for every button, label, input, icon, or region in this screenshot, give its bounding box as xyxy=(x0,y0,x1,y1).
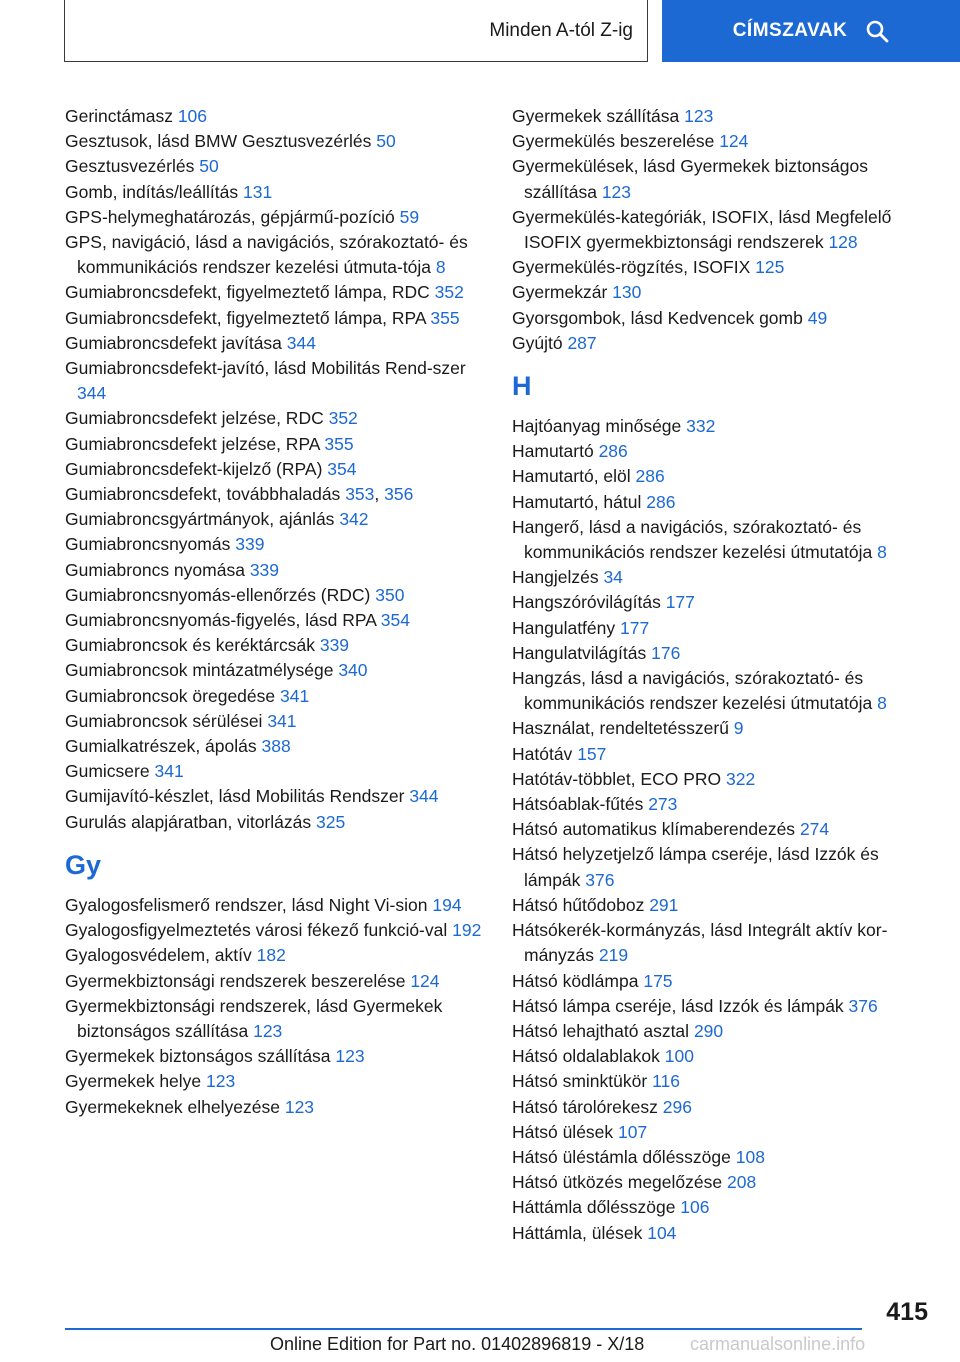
page-reference-link[interactable]: 376 xyxy=(585,869,615,890)
index-entry-text: Hatótáv xyxy=(512,743,573,764)
index-entry xyxy=(65,734,485,759)
page-reference-link[interactable]: 124 xyxy=(410,970,440,991)
index-entry-text: Gurulás alapjáratban, vitorlázás xyxy=(65,811,312,832)
index-entry-text: Gumiabroncsdefekt-javító, lásd Mobilitás Rend-szer xyxy=(65,358,466,379)
index-entry-text: Hátsó automatikus klímaberendezés xyxy=(512,819,796,840)
index-entry-text: Gumijavító-készlet, lásd Mobilitás Rendszer xyxy=(65,786,405,807)
index-entry xyxy=(512,464,932,489)
page-reference-link[interactable]: 59 xyxy=(399,206,420,227)
index-entry-text: Gumiabroncsdefekt, figyelmeztető lámpa, RDC xyxy=(65,282,430,303)
index-entry xyxy=(512,767,932,792)
index-entry-text: GPS-helymeghatározás, gépjármű-pozíció xyxy=(65,206,395,227)
page-reference-link[interactable]: 274 xyxy=(799,819,830,840)
page-reference-link[interactable]: 339 xyxy=(235,534,265,555)
tab-keywords-label: CÍMSZAVAK xyxy=(732,20,848,41)
page-reference-link[interactable]: 177 xyxy=(620,617,650,638)
index-entry xyxy=(65,1095,485,1120)
page-reference-link[interactable]: 123 xyxy=(684,106,714,126)
index-entry xyxy=(512,969,932,994)
page-reference-link[interactable]: 50 xyxy=(376,131,396,152)
index-entry xyxy=(65,893,485,918)
index-entry-text: Gumiabroncsdefekt, továbbhaladás xyxy=(65,484,341,505)
index-entry-text: Hátsó ködlámpa xyxy=(512,970,639,991)
page-reference-link[interactable]: 332 xyxy=(686,416,716,437)
page-reference-link[interactable]: 123 xyxy=(284,1096,315,1117)
page-reference-link[interactable]: 131 xyxy=(243,181,273,202)
index-entry-text: Gumicsere xyxy=(65,761,150,782)
index-entry xyxy=(512,306,932,331)
index-entry-text: Hatótáv-többlet, ECO PRO xyxy=(512,768,722,789)
footer-divider xyxy=(65,1328,862,1330)
page-reference-link[interactable]: 177 xyxy=(665,592,695,613)
section-letter: H xyxy=(512,371,532,402)
index-entry-text: Gumiabroncsgyártmányok, ajánlás xyxy=(65,509,335,530)
index-entry-text: Gyermekbiztonsági rendszerek beszerelése xyxy=(65,970,406,991)
index-entry xyxy=(512,515,932,565)
index-column-right xyxy=(512,104,932,1246)
index-entry xyxy=(65,994,485,1044)
index-entry xyxy=(65,608,485,633)
index-entry xyxy=(512,716,932,741)
search-icon xyxy=(865,19,889,43)
index-entry-text: Hátsó oldalablakok xyxy=(512,1046,660,1067)
index-entry xyxy=(512,1044,932,1069)
index-entry-text: Hátsó tárolórekesz xyxy=(512,1096,658,1117)
index-entry xyxy=(65,1069,485,1094)
page-reference-link[interactable]: 354 xyxy=(327,458,357,479)
page-reference-link[interactable]: 344 xyxy=(409,786,439,807)
index-entry-text: Hátsó ülések xyxy=(512,1121,614,1142)
page-reference-link[interactable]: 287 xyxy=(567,332,597,353)
page-reference-link[interactable]: 116 xyxy=(652,1071,680,1092)
index-entry xyxy=(65,406,485,431)
index-entry-text: Gyalogosvédelem, aktív xyxy=(65,945,252,966)
page-reference-link[interactable]: 353 xyxy=(345,484,375,505)
index-entry-text: Gyalogosfelismerő rendszer, lásd Night Vi-sion xyxy=(65,894,428,915)
page-reference-link[interactable]: 341 xyxy=(267,710,297,731)
index-entry-text: Hangjelzés xyxy=(512,567,599,588)
page-reference-link[interactable]: 291 xyxy=(649,894,679,915)
page-reference-link[interactable]: 340 xyxy=(338,660,368,681)
index-column-left xyxy=(65,104,485,1120)
index-entry-text: Gumiabroncs nyomása xyxy=(65,559,245,580)
index-entry-text: Hangerő, lásd a navigációs, szórakoztató- és kommunikációs rendszer kezelési útmutatója xyxy=(512,516,873,563)
index-entry xyxy=(512,918,932,968)
page-reference-link[interactable]: 352 xyxy=(328,408,358,429)
index-entry xyxy=(512,817,932,842)
index-entry-text: Gyermekek helye xyxy=(65,1071,202,1092)
index-entry-text: Hangulatvilágítás xyxy=(512,642,647,663)
index-entry-text: Gyermekbiztonsági rendszerek, lásd Gyermekek biztonságos szállítása xyxy=(65,995,443,1041)
index-entry xyxy=(512,590,932,615)
page-reference-link[interactable]: 124 xyxy=(719,131,749,152)
index-entry-text: Hamutartó xyxy=(512,441,594,462)
index-entry xyxy=(65,558,485,583)
page-reference-link[interactable]: 354 xyxy=(380,610,410,631)
page-reference-link[interactable]: 344 xyxy=(77,383,107,404)
index-entry xyxy=(512,842,932,892)
index-entry-text: Hátsó sminktükör xyxy=(512,1071,648,1092)
index-entry xyxy=(65,129,485,154)
index-entry-text: Gerinctámasz xyxy=(65,106,173,126)
page-reference-link[interactable]: 194 xyxy=(432,894,462,915)
index-entry-text: Hátsóablak-fűtés xyxy=(512,794,644,815)
index-entry-text: Hátsó üléstámla dőlésszöge xyxy=(512,1146,731,1167)
page-reference-link[interactable]: 8 xyxy=(877,693,887,714)
index-entry xyxy=(65,784,485,809)
page-reference-link[interactable]: 341 xyxy=(280,685,310,706)
page-reference-link[interactable]: 50 xyxy=(199,156,219,177)
tab-keywords[interactable] xyxy=(662,0,960,62)
page-reference-link[interactable]: 355 xyxy=(430,307,460,328)
index-entry xyxy=(512,414,932,439)
index-entry-text: Gyújtó xyxy=(512,332,563,353)
index-entry-text: Hangulatfény xyxy=(512,617,616,638)
index-entry xyxy=(512,1145,932,1170)
index-entry-text: Gyermekek szállítása xyxy=(512,106,680,126)
index-entry xyxy=(65,684,485,709)
index-entry-text: Gyalogosfigyelmeztetés városi fékező funkció-val xyxy=(65,920,448,941)
index-entry-text: Gomb, indítás/leállítás xyxy=(65,181,239,202)
index-entry xyxy=(512,154,932,204)
index-entry xyxy=(512,893,932,918)
page-reference-link[interactable]: 388 xyxy=(261,736,291,757)
index-entry xyxy=(512,742,932,767)
index-entry xyxy=(512,565,932,590)
index-entry-text: Hátsó lehajtható asztal xyxy=(512,1020,690,1041)
page-reference-link[interactable]: 34 xyxy=(603,567,623,588)
page-reference-link[interactable]: 339 xyxy=(249,559,280,580)
index-entry xyxy=(512,994,932,1019)
index-entry-text: Gumiabroncsnyomás-figyelés, lásd RPA xyxy=(65,610,376,631)
page-reference-link[interactable]: 100 xyxy=(664,1046,694,1067)
index-entry-text: Háttámla dőlésszöge xyxy=(512,1197,676,1218)
index-entry-text: Gumiabroncsok és keréktárcsák xyxy=(65,635,315,656)
index-entry-text: Hátsókerék-kormányzás, lásd Integrált aktív kor-mányzás xyxy=(512,920,888,966)
page-reference-link[interactable]: 192 xyxy=(452,920,482,941)
index-entry xyxy=(65,306,485,331)
tab-all-label: Minden A-tól Z-ig xyxy=(489,19,633,41)
index-entry-text: Gumiabroncsdefekt javítása xyxy=(65,332,282,353)
page-reference-link[interactable]: 176 xyxy=(651,642,681,663)
index-entry xyxy=(65,709,485,734)
index-entry xyxy=(65,918,485,943)
page-reference-link[interactable]: 296 xyxy=(662,1096,692,1117)
page-number: 415 xyxy=(886,1298,928,1326)
index-entry-text: Hajtóanyag minősége xyxy=(512,416,682,437)
page-reference-link[interactable]: 322 xyxy=(726,768,756,789)
page-reference-link[interactable]: 286 xyxy=(598,441,628,462)
page-reference-link[interactable]: 106 xyxy=(177,106,208,126)
index-entry: Gumiabroncsdefekt, továbbhaladás 353, 356 xyxy=(65,484,414,505)
index-entry xyxy=(512,1170,932,1195)
tab-all-a-to-z[interactable] xyxy=(64,0,648,62)
index-entry xyxy=(65,1044,485,1069)
index-entry-text: Gyermekek biztonságos szállítása xyxy=(65,1046,331,1067)
page-reference-link[interactable]: 175 xyxy=(643,970,673,991)
index-entry xyxy=(512,331,932,356)
index-entry xyxy=(65,230,485,280)
page-reference-link[interactable]: 208 xyxy=(727,1172,757,1193)
index-entry-text: Gumiabroncsok sérülései xyxy=(65,710,263,731)
index-entry-text: Hátsó hűtődoboz xyxy=(512,894,645,915)
index-entry xyxy=(512,104,932,129)
index-entry-text: GPS, navigáció, lásd a navigációs, szórakoztató- és kommunikációs rendszer kezelési útmuta-tója xyxy=(65,232,468,278)
page-reference-link[interactable]: 107 xyxy=(618,1121,648,1142)
index-entry xyxy=(512,1019,932,1044)
index-entry-text: Hátsó ütközés megelőzése xyxy=(512,1172,723,1193)
index-entry-text: Gyermekülés-rögzítés, ISOFIX xyxy=(512,257,751,278)
index-entry xyxy=(65,432,485,457)
index-entry-text: Hamutartó, hátul xyxy=(512,491,642,512)
edition-text: Online Edition for Part no. 01402896819 - X/18 xyxy=(270,1334,645,1354)
page-reference-link[interactable]: 130 xyxy=(612,282,642,303)
page-reference-link[interactable]: 123 xyxy=(601,181,632,202)
index-entry xyxy=(65,457,485,482)
index-entry-text: Gyermekülés-kategóriák, ISOFIX, lásd Megfelelő ISOFIX gyermekbiztonsági rendszerek xyxy=(512,206,892,253)
index-entry-text: Gumiabroncsdefekt jelzése, RDC xyxy=(65,408,324,429)
index-entry-text: Hangszóróvilágítás xyxy=(512,592,661,613)
index-entry xyxy=(512,490,932,515)
index-entry-text: Gumialkatrészek, ápolás xyxy=(65,736,257,757)
page-reference-link[interactable]: 344 xyxy=(286,332,316,353)
index-entry-text: Hátsó helyzetjelző lámpa cseréje, lásd Izzók és lámpák xyxy=(512,844,879,890)
index-entry xyxy=(512,255,932,280)
page-reference-link[interactable]: 49 xyxy=(807,307,828,328)
page-reference-link[interactable]: 125 xyxy=(755,257,785,278)
page-reference-link[interactable]: 355 xyxy=(324,433,354,454)
page-reference-link[interactable]: 350 xyxy=(375,584,405,605)
index-entry-text: Háttámla, ülések xyxy=(512,1222,643,1243)
index-entry-text: Hamutartó, elöl xyxy=(512,466,631,487)
index-entry xyxy=(65,280,485,305)
index-entry xyxy=(512,641,932,666)
index-entry-text: Használat, rendeltetésszerű xyxy=(512,718,729,739)
page-reference-link[interactable]: 108 xyxy=(735,1146,765,1167)
page-reference-link[interactable]: 342 xyxy=(339,509,369,530)
index-entry xyxy=(512,792,932,817)
page-reference-link[interactable]: 341 xyxy=(154,761,184,782)
page-reference-link[interactable]: 8 xyxy=(435,257,446,278)
page-reference-link[interactable]: 286 xyxy=(635,466,665,487)
page-reference-link[interactable]: 376 xyxy=(848,995,878,1016)
page-reference-link[interactable]: 123 xyxy=(335,1046,365,1067)
index-entry-text: Hátsó lámpa cseréje, lásd Izzók és lámpák xyxy=(512,995,844,1016)
page-reference-link[interactable]: 182 xyxy=(256,945,286,966)
index-entry-text: Gyermekeknek elhelyezése xyxy=(65,1096,280,1117)
index-entry xyxy=(512,280,932,305)
page-reference-link[interactable]: 325 xyxy=(315,811,346,832)
index-entry xyxy=(65,759,485,784)
index-entry xyxy=(65,658,485,683)
index-entry-text: Gesztusvezérlés xyxy=(65,156,195,177)
page-reference-link[interactable]: 286 xyxy=(646,491,676,512)
page-reference-link[interactable]: 123 xyxy=(206,1071,236,1092)
index-entry-text: Gyermekzár xyxy=(512,282,608,303)
index-entry-text: Gumiabroncsok öregedése xyxy=(65,685,276,706)
index-entry xyxy=(65,943,485,968)
index-entry xyxy=(65,205,485,230)
index-entry xyxy=(512,129,932,154)
index-entry xyxy=(65,331,485,356)
index-entry xyxy=(65,180,485,205)
index-entry xyxy=(512,205,932,255)
index-entry xyxy=(65,154,485,179)
index-entry-text: Gyermekülés beszerelése xyxy=(512,131,715,152)
index-entry xyxy=(512,1221,932,1246)
index-entry-text: Gumiabroncsnyomás xyxy=(65,534,231,555)
index-entry-text: Gesztusok, lásd BMW Gesztusvezérlés xyxy=(65,131,372,152)
index-entry xyxy=(65,633,485,658)
index-entry-text: Gumiabroncsdefekt-kijelző (RPA) xyxy=(65,458,323,479)
watermark-logo: carmanualsonline.info xyxy=(690,1334,866,1354)
index-entry-text: Gyermekülések, lásd Gyermekek biztonságos szállítása xyxy=(512,156,868,202)
page-reference-link[interactable]: 8 xyxy=(877,542,887,563)
index-entry xyxy=(512,666,932,716)
index-entry-text: Gumiabroncsok mintázatmélysége xyxy=(65,660,334,681)
page-reference-link[interactable]: 290 xyxy=(693,1020,724,1041)
index-entry-text: Gumiabroncsnyomás-ellenőrzés (RDC) xyxy=(65,584,371,605)
index-entry xyxy=(65,104,485,129)
page-reference-link[interactable]: 106 xyxy=(680,1197,710,1218)
index-entry xyxy=(512,1095,932,1120)
page-reference-link[interactable]: 128 xyxy=(828,232,858,253)
index-entry xyxy=(512,1120,932,1145)
page-reference-link[interactable]: 356 xyxy=(384,484,414,505)
index-entry xyxy=(65,507,485,532)
page-reference-link[interactable]: 9 xyxy=(733,718,744,739)
index-entry xyxy=(512,1069,932,1094)
page-reference-link[interactable]: 339 xyxy=(319,635,350,656)
page-reference-link[interactable]: 273 xyxy=(648,794,678,815)
page-reference-link[interactable]: 157 xyxy=(577,743,607,764)
index-entry-text: Gumiabroncsdefekt jelzése, RPA xyxy=(65,433,320,454)
index-entry xyxy=(65,969,485,994)
section-letter: Gy xyxy=(65,849,102,880)
index-entry xyxy=(65,532,485,557)
index-entry xyxy=(512,616,932,641)
page-reference-link[interactable]: 123 xyxy=(253,1020,283,1041)
page-reference-link[interactable]: 104 xyxy=(647,1222,677,1243)
index-entry xyxy=(512,1195,932,1220)
index-entry xyxy=(65,356,485,406)
index-entry xyxy=(65,583,485,608)
index-entry xyxy=(65,810,485,835)
index-entry-text: Gyorsgombok, lásd Kedvencek gomb xyxy=(512,307,803,328)
index-entry xyxy=(512,439,932,464)
index-entry-text: Hangzás, lásd a navigációs, szórakoztató- és kommunikációs rendszer kezelési útmutatója xyxy=(512,668,873,714)
page-reference-link[interactable]: 219 xyxy=(598,945,629,966)
index-entry-text: Gumiabroncsdefekt, figyelmeztető lámpa, RPA xyxy=(65,307,426,328)
page-reference-link[interactable]: 352 xyxy=(434,282,464,303)
